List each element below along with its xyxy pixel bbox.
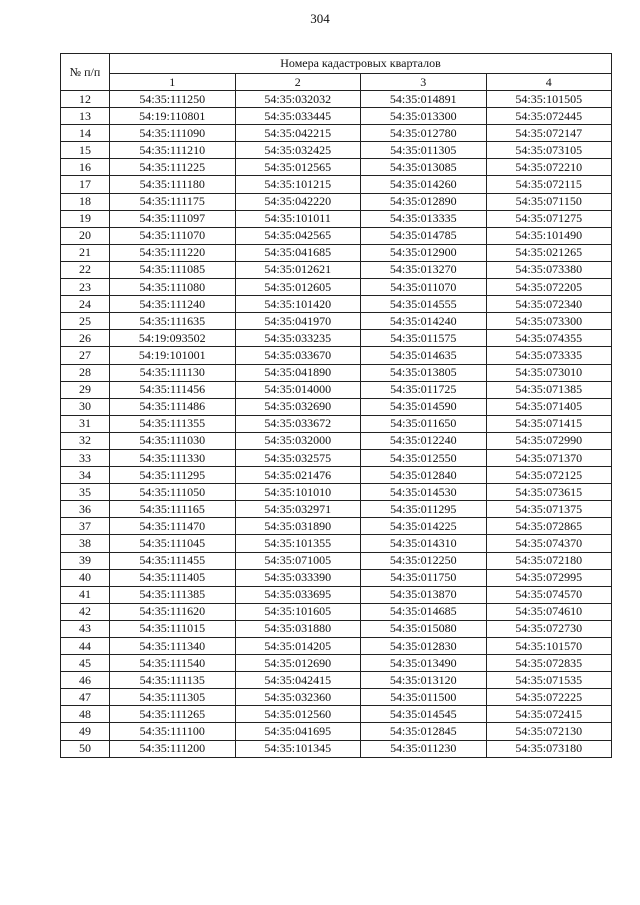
table-row [61,603,612,620]
table-row [61,432,612,449]
cadastral-number-cell: 54:35:072995 [486,569,612,586]
cadastral-number-cell: 54:35:031890 [235,518,361,535]
table-row [61,364,612,381]
table-row [61,689,612,706]
cadastral-number-cell: 54:35:111385 [110,586,236,603]
row-number-cell: 32 [61,432,110,449]
cadastral-number-cell: 54:35:033695 [235,586,361,603]
cadastral-number-cell: 54:35:072445 [486,108,612,125]
cadastral-number-cell: 54:35:041970 [235,313,361,330]
cadastral-number-cell: 54:35:014240 [361,313,487,330]
row-number-cell: 33 [61,449,110,466]
row-number-cell: 15 [61,142,110,159]
row-number-cell: 26 [61,330,110,347]
column-number-header: 4 [486,74,612,91]
cadastral-number-cell: 54:35:042215 [235,125,361,142]
table-row [61,296,612,313]
cadastral-number-cell: 54:35:033670 [235,347,361,364]
cadastral-number-cell: 54:35:071005 [235,552,361,569]
cadastral-number-cell: 54:35:074610 [486,603,612,620]
cadastral-number-cell: 54:35:073615 [486,484,612,501]
row-number-cell: 25 [61,313,110,330]
cadastral-number-cell: 54:35:074355 [486,330,612,347]
cadastral-number-cell: 54:35:012621 [235,261,361,278]
row-number-cell: 27 [61,347,110,364]
table-body [61,91,612,758]
cadastral-number-cell: 54:35:012605 [235,279,361,296]
cadastral-number-cell: 54:35:072340 [486,296,612,313]
row-number-cell: 13 [61,108,110,125]
cadastral-number-cell: 54:35:013270 [361,261,487,278]
cadastral-number-cell: 54:35:032971 [235,501,361,518]
cadastral-number-cell: 54:35:011070 [361,279,487,296]
cadastral-number-cell: 54:35:073300 [486,313,612,330]
table-row [61,210,612,227]
table-row [61,108,612,125]
cadastral-number-cell: 54:35:014891 [361,91,487,108]
cadastral-number-cell: 54:35:014205 [235,638,361,655]
table-row [61,655,612,672]
cadastral-number-cell: 54:35:021265 [486,244,612,261]
cadastral-number-cell: 54:35:072180 [486,552,612,569]
cadastral-number-cell: 54:35:032360 [235,689,361,706]
cadastral-number-cell: 54:35:041890 [235,364,361,381]
cadastral-number-cell: 54:35:111340 [110,638,236,655]
cadastral-number-cell: 54:35:012890 [361,193,487,210]
cadastral-number-cell: 54:35:032032 [235,91,361,108]
table-row [61,279,612,296]
row-number-cell: 23 [61,279,110,296]
cadastral-number-cell: 54:35:073010 [486,364,612,381]
cadastral-number-cell: 54:35:014785 [361,227,487,244]
cadastral-number-cell: 54:35:071370 [486,449,612,466]
table-row [61,381,612,398]
cadastral-number-cell: 54:35:014590 [361,398,487,415]
row-number-cell: 18 [61,193,110,210]
cadastral-number-cell: 54:35:101570 [486,638,612,655]
row-number-cell: 34 [61,467,110,484]
cadastral-number-cell: 54:35:111090 [110,125,236,142]
cadastral-number-cell: 54:35:013085 [361,159,487,176]
cadastral-number-cell: 54:35:111620 [110,603,236,620]
cadastral-number-cell: 54:35:042220 [235,193,361,210]
cadastral-number-cell: 54:35:014635 [361,347,487,364]
cadastral-number-cell: 54:35:101490 [486,227,612,244]
row-number-cell: 48 [61,706,110,723]
row-number-cell: 17 [61,176,110,193]
cadastral-number-cell: 54:35:111295 [110,467,236,484]
table-row [61,467,612,484]
cadastral-number-cell: 54:35:012240 [361,432,487,449]
cadastral-number-cell: 54:35:072115 [486,176,612,193]
cadastral-number-cell: 54:35:111085 [110,261,236,278]
cadastral-number-cell: 54:35:111165 [110,501,236,518]
cadastral-number-cell: 54:35:111240 [110,296,236,313]
cadastral-number-cell: 54:35:011650 [361,415,487,432]
cadastral-number-cell: 54:35:042415 [235,672,361,689]
cadastral-number-cell: 54:35:072990 [486,432,612,449]
cadastral-number-cell: 54:35:012780 [361,125,487,142]
cadastral-number-cell: 54:35:111030 [110,432,236,449]
cadastral-number-cell: 54:35:013805 [361,364,487,381]
cadastral-number-cell: 54:35:111097 [110,210,236,227]
cadastral-number-cell: 54:35:012560 [235,706,361,723]
cadastral-number-cell: 54:35:111220 [110,244,236,261]
cadastral-number-cell: 54:35:072147 [486,125,612,142]
cadastral-number-cell: 54:35:014545 [361,706,487,723]
table-row [61,227,612,244]
column-number-header: 2 [235,74,361,91]
row-number-cell: 39 [61,552,110,569]
row-number-cell: 42 [61,603,110,620]
cadastral-number-cell: 54:35:072125 [486,467,612,484]
table-row [61,330,612,347]
cadastral-number-cell: 54:35:013870 [361,586,487,603]
cadastral-number-cell: 54:35:014555 [361,296,487,313]
cadastral-number-cell: 54:35:014310 [361,535,487,552]
row-number-cell: 37 [61,518,110,535]
table-row [61,347,612,364]
cadastral-number-cell: 54:35:012900 [361,244,487,261]
table-row [61,723,612,740]
row-number-cell: 36 [61,501,110,518]
cadastral-number-cell: 54:35:071415 [486,415,612,432]
cadastral-number-cell: 54:35:111050 [110,484,236,501]
cadastral-number-cell: 54:35:014685 [361,603,487,620]
row-number-cell: 35 [61,484,110,501]
cadastral-number-cell: 54:35:032575 [235,449,361,466]
cadastral-number-cell: 54:35:111200 [110,740,236,757]
table-row [61,398,612,415]
cadastral-number-cell: 54:35:111305 [110,689,236,706]
table-row [61,638,612,655]
row-number-cell: 16 [61,159,110,176]
cadastral-number-cell: 54:35:012550 [361,449,487,466]
cadastral-number-cell: 54:35:011230 [361,740,487,757]
cadastral-number-cell: 54:35:013300 [361,108,487,125]
cadastral-number-cell: 54:35:071375 [486,501,612,518]
cadastral-number-cell: 54:35:032690 [235,398,361,415]
table-row [61,586,612,603]
cadastral-number-cell: 54:35:111540 [110,655,236,672]
row-number-header: № п/п [61,54,110,91]
cadastral-number-cell: 54:35:071535 [486,672,612,689]
cadastral-number-cell: 54:35:072210 [486,159,612,176]
cadastral-number-cell: 54:35:011750 [361,569,487,586]
cadastral-number-cell: 54:35:111265 [110,706,236,723]
row-number-cell: 47 [61,689,110,706]
cadastral-number-cell: 54:35:071405 [486,398,612,415]
cadastral-number-cell: 54:35:072730 [486,620,612,637]
cadastral-number-cell: 54:35:072415 [486,706,612,723]
cadastral-quarters-table [60,53,612,758]
cadastral-number-cell: 54:35:101011 [235,210,361,227]
cadastral-number-cell: 54:35:071275 [486,210,612,227]
cadastral-number-cell: 54:35:041695 [235,723,361,740]
cadastral-number-cell: 54:35:101420 [235,296,361,313]
cadastral-number-cell: 54:35:012565 [235,159,361,176]
cadastral-number-cell: 54:35:101215 [235,176,361,193]
cadastral-number-cell: 54:35:042565 [235,227,361,244]
cadastral-number-cell: 54:35:071150 [486,193,612,210]
table-row [61,415,612,432]
row-number-cell: 29 [61,381,110,398]
row-number-cell: 21 [61,244,110,261]
cadastral-number-cell: 54:35:011575 [361,330,487,347]
row-number-cell: 40 [61,569,110,586]
table-row [61,313,612,330]
row-number-cell: 41 [61,586,110,603]
cadastral-number-cell: 54:35:072835 [486,655,612,672]
cadastral-number-cell: 54:35:012690 [235,655,361,672]
row-number-cell: 28 [61,364,110,381]
cadastral-number-cell: 54:35:111175 [110,193,236,210]
cadastral-number-cell: 54:35:074370 [486,535,612,552]
table-row [61,501,612,518]
row-number-cell: 22 [61,261,110,278]
table-row [61,261,612,278]
cadastral-number-cell: 54:35:111456 [110,381,236,398]
table-row [61,176,612,193]
cadastral-number-cell: 54:35:011305 [361,142,487,159]
row-number-cell: 50 [61,740,110,757]
table-row [61,569,612,586]
cadastral-number-cell: 54:35:111355 [110,415,236,432]
cadastral-number-cell: 54:35:032000 [235,432,361,449]
cadastral-number-cell: 54:35:111455 [110,552,236,569]
row-number-cell: 14 [61,125,110,142]
page-number: 304 [310,11,330,26]
cadastral-number-cell: 54:35:111210 [110,142,236,159]
row-number-cell: 24 [61,296,110,313]
row-number-cell: 49 [61,723,110,740]
table-row [61,535,612,552]
cadastral-number-cell: 54:35:111470 [110,518,236,535]
column-number-header: 1 [110,74,236,91]
cadastral-number-cell: 54:35:073380 [486,261,612,278]
row-number-cell: 43 [61,620,110,637]
cadastral-number-cell: 54:35:013120 [361,672,487,689]
table-row [61,244,612,261]
table-row [61,142,612,159]
cadastral-number-cell: 54:35:013335 [361,210,487,227]
cadastral-number-cell: 54:35:073105 [486,142,612,159]
cadastral-number-cell: 54:35:012845 [361,723,487,740]
cadastral-number-cell: 54:35:015080 [361,620,487,637]
cadastral-number-cell: 54:35:111405 [110,569,236,586]
cadastral-number-cell: 54:19:101001 [110,347,236,364]
row-number-cell: 31 [61,415,110,432]
cadastral-quarters-header: Номера кадастровых кварталов [110,54,612,74]
cadastral-number-cell: 54:35:072205 [486,279,612,296]
cadastral-number-cell: 54:35:111330 [110,449,236,466]
table-row [61,552,612,569]
cadastral-number-cell: 54:35:101505 [486,91,612,108]
row-number-cell: 46 [61,672,110,689]
cadastral-number-cell: 54:35:012250 [361,552,487,569]
cadastral-number-cell: 54:35:033390 [235,569,361,586]
cadastral-number-cell: 54:35:111130 [110,364,236,381]
cadastral-number-cell: 54:35:011295 [361,501,487,518]
cadastral-number-cell: 54:35:111225 [110,159,236,176]
cadastral-number-cell: 54:35:012840 [361,467,487,484]
cadastral-number-cell: 54:19:093502 [110,330,236,347]
cadastral-number-cell: 54:35:031880 [235,620,361,637]
cadastral-number-cell: 54:35:074570 [486,586,612,603]
cadastral-number-cell: 54:35:111045 [110,535,236,552]
table-row [61,449,612,466]
cadastral-number-cell: 54:35:101010 [235,484,361,501]
table-row [61,484,612,501]
cadastral-number-cell: 54:35:111135 [110,672,236,689]
row-number-cell: 30 [61,398,110,415]
cadastral-number-cell: 54:35:073335 [486,347,612,364]
cadastral-number-cell: 54:35:111015 [110,620,236,637]
cadastral-number-cell: 54:35:021476 [235,467,361,484]
row-number-cell: 12 [61,91,110,108]
table-row [61,125,612,142]
cadastral-number-cell: 54:35:073180 [486,740,612,757]
cadastral-number-cell: 54:35:072130 [486,723,612,740]
table-row [61,706,612,723]
cadastral-number-cell: 54:35:101345 [235,740,361,757]
cadastral-number-cell: 54:35:014260 [361,176,487,193]
cadastral-number-cell: 54:35:014530 [361,484,487,501]
table-row [61,620,612,637]
row-number-cell: 19 [61,210,110,227]
cadastral-number-cell: 54:35:111100 [110,723,236,740]
cadastral-number-cell: 54:35:041685 [235,244,361,261]
cadastral-number-cell: 54:35:014000 [235,381,361,398]
cadastral-number-cell: 54:35:011500 [361,689,487,706]
cadastral-number-cell: 54:35:033445 [235,108,361,125]
cadastral-number-cell: 54:35:071385 [486,381,612,398]
cadastral-number-cell: 54:35:012830 [361,638,487,655]
cadastral-number-cell: 54:35:111070 [110,227,236,244]
cadastral-number-cell: 54:35:111635 [110,313,236,330]
cadastral-number-cell: 54:35:011725 [361,381,487,398]
cadastral-number-cell: 54:35:072225 [486,689,612,706]
table-row [61,518,612,535]
row-number-cell: 38 [61,535,110,552]
table-row [61,159,612,176]
cadastral-number-cell: 54:35:101605 [235,603,361,620]
cadastral-number-cell: 54:35:111486 [110,398,236,415]
column-number-header: 3 [361,74,487,91]
row-number-cell: 45 [61,655,110,672]
table-row [61,672,612,689]
table-row [61,91,612,108]
cadastral-number-cell: 54:35:033672 [235,415,361,432]
table-row [61,740,612,757]
cadastral-number-cell: 54:35:072865 [486,518,612,535]
cadastral-number-cell: 54:19:110801 [110,108,236,125]
row-number-cell: 20 [61,227,110,244]
cadastral-number-cell: 54:35:032425 [235,142,361,159]
cadastral-number-cell: 54:35:111080 [110,279,236,296]
cadastral-number-cell: 54:35:033235 [235,330,361,347]
cadastral-number-cell: 54:35:111250 [110,91,236,108]
cadastral-number-cell: 54:35:014225 [361,518,487,535]
table-row [61,193,612,210]
row-number-cell: 44 [61,638,110,655]
cadastral-number-cell: 54:35:101355 [235,535,361,552]
cadastral-number-cell: 54:35:111180 [110,176,236,193]
cadastral-number-cell: 54:35:013490 [361,655,487,672]
